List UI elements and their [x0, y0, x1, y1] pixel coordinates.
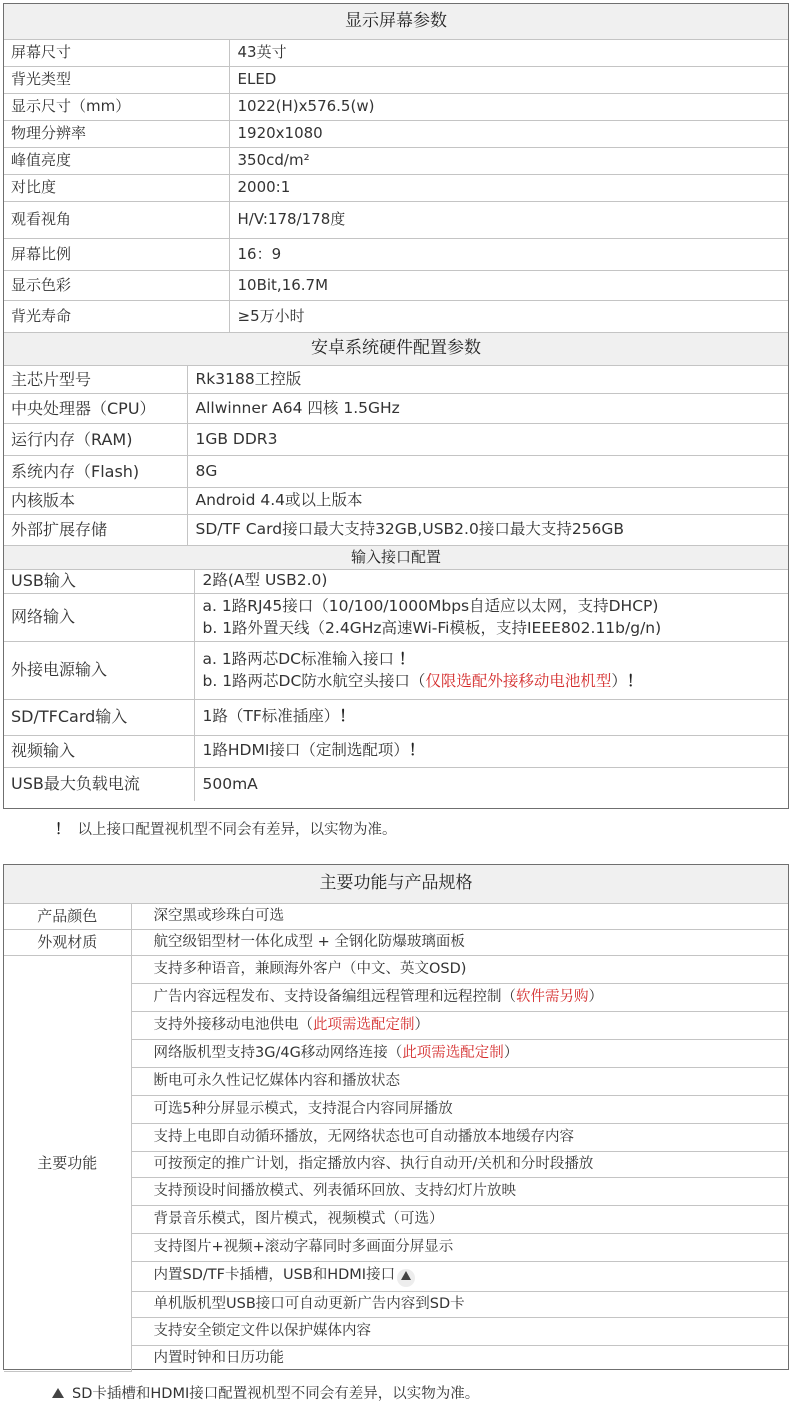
row-value: SD/TF Card接口最大支持32GB,USB2.0接口最大支持256GB	[187, 515, 788, 545]
row-value: 8G	[187, 456, 788, 488]
feature-text: 背景音乐模式，图片模式，视频模式（可选）	[153, 1210, 444, 1227]
feature-item	[131, 1345, 788, 1371]
feature-item	[131, 1261, 788, 1291]
feature-item	[131, 1205, 788, 1233]
row-label: 外部扩展存储	[4, 515, 187, 545]
features-table	[4, 865, 788, 1372]
feature-post-text: ）	[503, 1044, 519, 1061]
network-input-value	[194, 593, 788, 641]
row-value: 43英寸	[229, 39, 788, 66]
exclamation-icon: ！	[339, 707, 355, 726]
feature-item	[131, 1233, 788, 1261]
power-line-2-post: ）	[611, 672, 627, 690]
exclamation-icon: ！	[398, 650, 415, 668]
row-label: 中央处理器（CPU）	[4, 394, 187, 424]
product-color-label: 产品颜色	[4, 903, 131, 929]
row-label: 系统内存（Flash)	[4, 456, 187, 488]
row-value: 2000:1	[229, 174, 788, 201]
exclamation-icon: ！	[408, 741, 425, 760]
warning-triangle-icon	[397, 1269, 415, 1287]
row-value: ELED	[229, 66, 788, 93]
interface-note	[55, 818, 397, 839]
feature-text: 断电可永久性记忆媒体内容和播放状态	[153, 1072, 400, 1089]
warning-triangle-icon	[52, 1386, 64, 1402]
video-input-text: 1路HDMI接口（定制选配项）	[202, 741, 409, 760]
feature-text: 可按预定的推广计划，指定播放内容、执行自动开/关机和分时段播放	[153, 1155, 594, 1172]
interface-note-text: 以上接口配置视机型不同会有差异，以实物为准。	[77, 822, 397, 838]
row-value: Android 4.4或以上版本	[187, 488, 788, 515]
row-value: H/V:178/178度	[229, 201, 788, 238]
row-label: 屏幕比例	[4, 238, 229, 270]
network-input-label: 网络输入	[4, 593, 194, 641]
feature-text: 内置SD/TF卡插槽，USB和HDMI接口	[153, 1266, 396, 1283]
power-line-1-text: a. 1路两芯DC标准输入接口	[202, 650, 394, 668]
feature-red-text: 此项需选配定制	[402, 1044, 504, 1061]
feature-red-text: 软件需另购	[516, 988, 589, 1005]
feature-post-text: ）	[588, 988, 603, 1005]
sd-input-label: SD/TFCard输入	[4, 699, 194, 735]
feature-text: 网络版机型支持3G/4G移动网络连接（	[153, 1044, 403, 1061]
exclamation-icon: ！	[55, 822, 70, 838]
feature-item	[131, 1177, 788, 1205]
feature-red-text: 此项需选配定制	[313, 1016, 415, 1033]
feature-text: 内置时钟和日历功能	[153, 1350, 284, 1367]
feature-item	[131, 1317, 788, 1345]
sd-hdmi-note-text: SD卡插槽和HDMI接口配置视机型不同会有差异，以实物为准。	[72, 1386, 480, 1402]
feature-text: 支持安全锁定文件以保护媒体内容	[153, 1322, 371, 1339]
usb-current-label: USB最大负载电流	[4, 767, 194, 801]
row-label: 观看视角	[4, 201, 229, 238]
power-line-2-red: 仅限选配外接移动电池机型	[425, 672, 612, 690]
feature-text: 单机版机型USB接口可自动更新广告内容到SD卡	[153, 1295, 465, 1312]
material-value: 航空级铝型材一体化成型 + 全钢化防爆玻璃面板	[131, 929, 788, 955]
power-line-2	[203, 670, 781, 692]
row-value: 1920x1080	[229, 120, 788, 147]
row-value: Rk3188工控版	[187, 366, 788, 394]
io-params-table	[4, 545, 788, 802]
usb-input-label: USB输入	[4, 569, 194, 593]
features-title: 主要功能与产品规格	[4, 865, 788, 903]
row-label: 背光类型	[4, 66, 229, 93]
row-label: 内核版本	[4, 488, 187, 515]
row-label: 对比度	[4, 174, 229, 201]
display-params-table	[4, 4, 788, 332]
io-params-title: 输入接口配置	[4, 545, 788, 569]
row-label: 峰值亮度	[4, 147, 229, 174]
feature-text: 支持图片+视频+滚动字幕同时多画面分屏显示	[153, 1238, 454, 1255]
android-params-title: 安卓系统硬件配置参数	[4, 333, 788, 366]
feature-text: 支持多种语音，兼顾海外客户（中文、英文OSD)	[153, 960, 467, 977]
feature-item	[131, 955, 788, 983]
row-label: 背光寿命	[4, 300, 229, 332]
main-features-label: 主要功能	[4, 955, 131, 1371]
row-label: 运行内存（RAM)	[4, 424, 187, 456]
feature-text: 支持预设时间播放模式、列表循环回放、支持幻灯片放映	[153, 1182, 516, 1199]
row-label: 显示尺寸（mm）	[4, 93, 229, 120]
video-input-label: 视频输入	[4, 735, 194, 767]
row-label: 显示色彩	[4, 270, 229, 300]
feature-item	[131, 983, 788, 1011]
feature-text: 广告内容远程发布、支持设备编组远程管理和远程控制（	[153, 988, 516, 1005]
sd-hdmi-note	[52, 1382, 479, 1403]
feature-item	[131, 1151, 788, 1177]
feature-item	[131, 1011, 788, 1039]
feature-text: 支持外接移动电池供电（	[153, 1016, 313, 1033]
feature-text: 可选5种分屏显示模式，支持混合内容同屏播放	[153, 1100, 453, 1117]
video-input-value	[194, 735, 788, 767]
row-value: 10Bit,16.7M	[229, 270, 788, 300]
feature-item	[131, 1039, 788, 1067]
exclamation-icon: ！	[626, 672, 643, 690]
feature-item	[131, 1123, 788, 1151]
power-input-value	[194, 641, 788, 699]
row-value: 1GB DDR3	[187, 424, 788, 456]
product-color-value: 深空黑或珍珠白可选	[131, 903, 788, 929]
feature-item	[131, 1095, 788, 1123]
feature-item	[131, 1291, 788, 1317]
row-value: 1022(H)x576.5(w)	[229, 93, 788, 120]
row-label: 主芯片型号	[4, 366, 187, 394]
material-label: 外观材质	[4, 929, 131, 955]
row-label: 物理分辨率	[4, 120, 229, 147]
network-line-1: a. 1路RJ45接口（10/100/1000Mbps自适应以太网，支持DHCP)	[202, 597, 659, 615]
power-line-1	[203, 648, 781, 670]
feature-post-text: ）	[414, 1016, 429, 1033]
display-params-title: 显示屏幕参数	[4, 4, 788, 39]
row-value: ≥5万小时	[229, 300, 788, 332]
features-table-box	[3, 864, 789, 1370]
row-label: 屏幕尺寸	[4, 39, 229, 66]
row-value: 350cd/m²	[229, 147, 788, 174]
feature-item	[131, 1067, 788, 1095]
sd-input-text: 1路（TF标准插座）	[202, 707, 340, 726]
usb-input-value: 2路(A型 USB2.0)	[194, 569, 788, 593]
feature-text: 支持上电即自动循环播放，无网络状态也可自动播放本地缓存内容	[153, 1128, 574, 1145]
row-value: 16：9	[229, 238, 788, 270]
network-line-2: b. 1路外置天线（2.4GHz高速Wi-Fi模板，支持IEEE802.11b/g/n)	[202, 619, 662, 637]
spec-table-box	[3, 3, 789, 809]
power-input-label: 外接电源输入	[4, 641, 194, 699]
android-params-table	[4, 332, 788, 545]
power-line-2-text: b. 1路两芯DC防水航空头接口（	[202, 672, 426, 690]
sd-input-value	[194, 699, 788, 735]
usb-current-value: 500mA	[194, 767, 788, 801]
row-value: Allwinner A64 四核 1.5GHz	[187, 394, 788, 424]
